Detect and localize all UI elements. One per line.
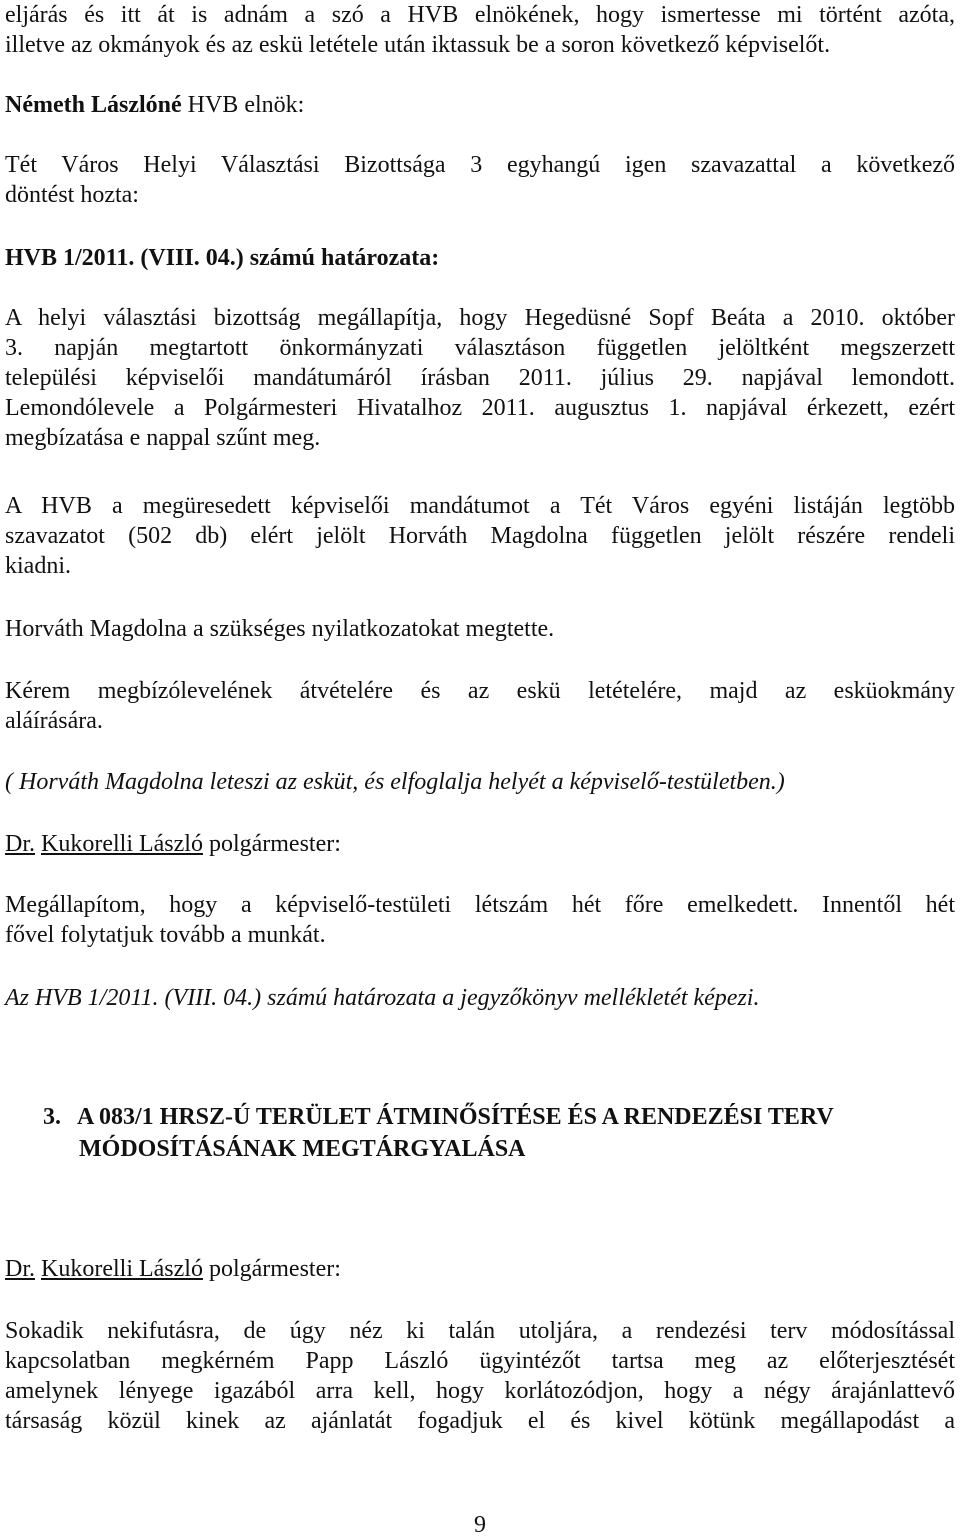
speaker-line <box>5 829 955 859</box>
speaker-name: Németh Lászlóné <box>5 92 182 118</box>
speaker-name: Kukorelli László <box>41 831 203 857</box>
text-line: Kérem megbízólevelének átvételére és az eskü letételére, majd az esküokmány <box>5 678 955 704</box>
speaker-title: Dr. <box>5 1256 35 1282</box>
text-line: aláírására. <box>5 708 103 734</box>
speaker-name: Kukorelli László <box>41 1256 203 1282</box>
paragraph-annex-note <box>5 983 955 1013</box>
agenda-title-line: A 083/1 HRSZ-Ú TERÜLET ÁTMINŐSÍTÉSE ÉS A RENDEZÉSI TERV <box>77 1104 834 1130</box>
text-line: Az HVB 1/2011. (VIII. 04.) számú határozata a jegyzőkönyv mellékletét képezi. <box>5 985 760 1011</box>
paragraph-mandate <box>5 491 955 581</box>
paragraph-headcount <box>5 890 955 950</box>
text-line: Tét Város Helyi Választási Bizottsága 3 egyhangú igen szavazattal a következő <box>5 152 955 178</box>
paragraph-plan-intro <box>5 1316 955 1436</box>
text-line: szavazatot (502 db) elért jelölt Horváth Magdolna független jelölt részére rendeli <box>5 523 955 549</box>
paragraph-declarations <box>5 614 955 644</box>
text-line: Lemondólevele a Polgármesteri Hivatalhoz 2011. augusztus 1. napjával érkezett, ezért <box>5 395 955 421</box>
resolution-title <box>5 243 955 273</box>
resolution-title-text: HVB 1/2011. (VIII. 04.) számú határozata: <box>5 245 440 271</box>
text-line: Megállapítom, hogy a képviselő-testületi létszám hét főre emelkedett. Innentől hét <box>5 892 955 918</box>
text-line: döntést hozta: <box>5 182 139 208</box>
text-line: 3. napján megtartott önkormányzati választáson független jelöltként megszerzett <box>5 335 955 361</box>
paragraph-oath-note <box>5 767 955 797</box>
text-line: fővel folytatjuk tovább a munkát. <box>5 922 326 948</box>
text-line: amelynek lényege igazából arra kell, hogy korlátozódjon, hogy a négy árajánlattevő <box>5 1378 955 1404</box>
page-number: 9 <box>474 1512 486 1538</box>
agenda-title-line: MÓDOSÍTÁSÁNAK MEGTÁRGYALÁSA <box>79 1136 526 1162</box>
text-line: Horváth Magdolna a szükséges nyilatkozatokat megtette. <box>5 616 555 642</box>
paragraph-resolution-body <box>5 303 955 453</box>
document-page <box>5 0 955 1537</box>
text-line: A HVB a megüresedett képviselői mandátumot a Tét Város egyéni listáján legtöbb <box>5 493 955 519</box>
text-line: Sokadik nekifutásra, de úgy néz ki talán utoljára, a rendezési terv módosítással <box>5 1318 955 1344</box>
agenda-heading <box>43 1101 955 1165</box>
speaker-role: polgármester: <box>202 1256 341 1282</box>
text-line: települési képviselői mandátumáról írásban 2011. július 29. napjával lemondott. <box>5 365 955 391</box>
speaker-role: HVB elnök: <box>181 92 305 118</box>
text-line: kapcsolatban megkérném Papp László ügyintézőt tartsa meg az előterjesztését <box>5 1348 955 1374</box>
text-line: ( Horváth Magdolna leteszi az esküt, és elfoglalja helyét a képviselő-testületben.) <box>5 769 785 795</box>
text-line: megbízatása e nappal szűnt meg. <box>5 425 321 451</box>
text-line: A helyi választási bizottság megállapítja, hogy Hegedüsné Sopf Beáta a 2010. október <box>5 305 955 331</box>
paragraph-oath-request <box>5 676 955 736</box>
speaker-title: Dr. <box>5 831 35 857</box>
paragraph-decision-intro <box>5 150 955 210</box>
text-line: eljárás és itt át is adnám a szó a HVB elnökének, hogy ismertesse mi történt azóta, <box>5 2 955 28</box>
text-line: társaság közül kinek az ajánlatát fogadjuk el és kivel kötünk megállapodást a <box>5 1408 955 1434</box>
text-line: illetve az okmányok és az eskü letétele után iktassuk be a soron következő képviselőt. <box>5 32 831 58</box>
agenda-number: 3. <box>43 1104 61 1130</box>
text-line: kiadni. <box>5 553 71 579</box>
paragraph-intro <box>5 0 955 60</box>
speaker-line <box>5 90 955 120</box>
speaker-role: polgármester: <box>202 831 341 857</box>
speaker-line <box>5 1254 955 1284</box>
